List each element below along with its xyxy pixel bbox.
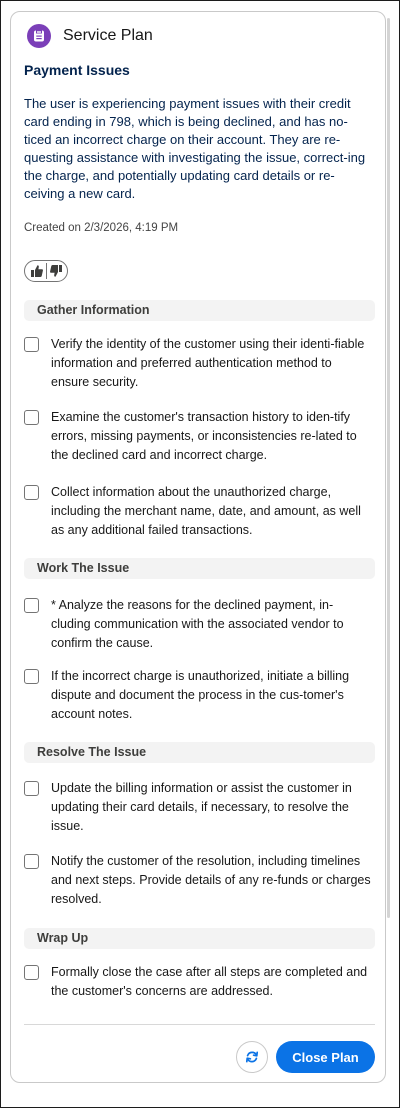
task-checkbox[interactable] bbox=[24, 337, 39, 352]
task-text: Examine the customer's transaction history to iden-tify errors, missing payments, or inconsistencies re-lated to the declined card and incorrect charge. bbox=[51, 410, 357, 462]
task-text: Formally close the case after all steps are completed and the customer's concerns are addressed. bbox=[51, 965, 368, 998]
service-plan-card bbox=[10, 11, 386, 1083]
feedback-group bbox=[24, 260, 68, 282]
task-checkbox[interactable] bbox=[24, 669, 39, 684]
thumbs-down-icon[interactable] bbox=[47, 263, 64, 280]
task-text: Update the billing information or assist the customer in updating their card details, if necessary, to resolve the issue. bbox=[51, 781, 352, 833]
thumbs-up-icon[interactable] bbox=[28, 263, 45, 280]
task-checkbox[interactable] bbox=[24, 854, 39, 869]
task-checkbox[interactable] bbox=[24, 781, 39, 796]
card-header bbox=[27, 24, 153, 48]
close-plan-button[interactable]: Close Plan bbox=[276, 1041, 375, 1073]
plan-title: Payment Issues bbox=[24, 62, 130, 78]
section-header-work-the-issue[interactable]: Work The Issue bbox=[24, 558, 375, 579]
task-text: Notify the customer of the resolution, including timelines and next steps. Provide details of any re-funds or charges resolved. bbox=[51, 854, 371, 906]
task-checkbox[interactable] bbox=[24, 410, 39, 425]
task-text: * Analyze the reasons for the declined payment, in-cluding communication with the associated vendor to confirm the cause. bbox=[51, 598, 344, 650]
task-text: Verify the identity of the customer using their identi-fiable information and preferred authentication method to ensure security. bbox=[51, 337, 365, 389]
section-header-wrap-up[interactable]: Wrap Up bbox=[24, 928, 375, 949]
task-checkbox[interactable] bbox=[24, 485, 39, 500]
refresh-icon bbox=[245, 1050, 259, 1064]
task-text: Collect information about the unauthorized charge, including the merchant name, date, and amount, as well as any additional failed transactions. bbox=[51, 485, 361, 537]
footer-divider bbox=[24, 1024, 375, 1025]
task-checkbox[interactable] bbox=[24, 965, 39, 980]
section-header-resolve-the-issue[interactable]: Resolve The Issue bbox=[24, 742, 375, 763]
refresh-button[interactable] bbox=[236, 1041, 268, 1073]
task-checkbox[interactable] bbox=[24, 598, 39, 613]
task-text: If the incorrect charge is unauthorized, initiate a billing dispute and document the process in the cus-tomer's account notes. bbox=[51, 669, 350, 721]
service-plan-icon bbox=[27, 24, 51, 48]
card-title: Service Plan bbox=[63, 27, 153, 44]
scrollbar-thumb[interactable] bbox=[387, 18, 390, 918]
created-timestamp: Created on 2/3/2026, 4:19 PM bbox=[24, 222, 179, 234]
section-header-gather-information[interactable]: Gather Information bbox=[24, 300, 375, 321]
plan-description: The user is experiencing payment issues with their credit card ending in 798, which is being declined, and has no-ticed an incorrect charge on their account. They are re-questing assistance with investigating the issue, correct-ing the charge, and potentially updating card details or re-ceiving a new card. bbox=[24, 96, 366, 201]
